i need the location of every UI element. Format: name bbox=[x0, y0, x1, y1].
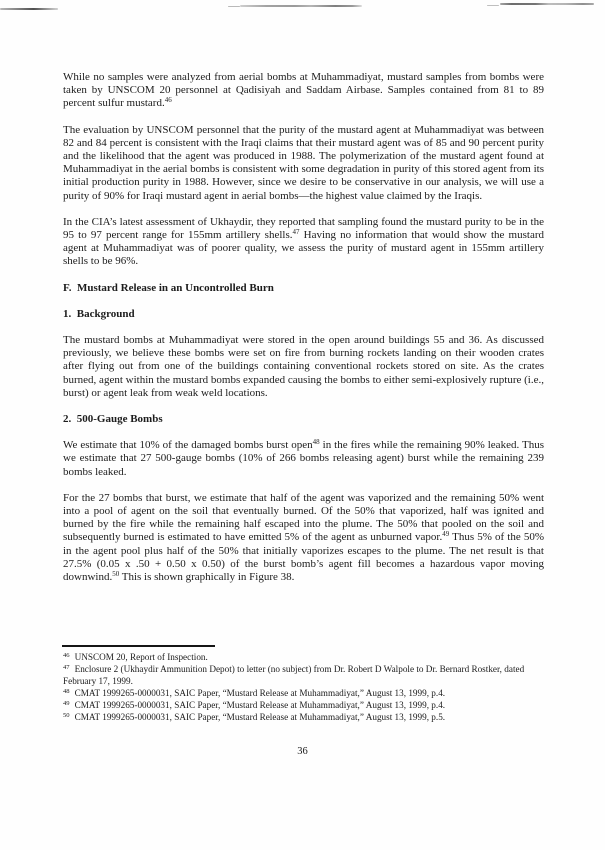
footnote-46 bbox=[63, 651, 544, 663]
paragraph-vapor-calculation: For the 27 bombs that burst, we estimate that half of the agent was vaporized and the remaining 50% went into a pool of agent on the soil that eventually burned. Of the 50% that vaporized, half was ignited and burned by the fire while the remaining half escaped into the plume. The 50% that pooled on the soil and subsequently burned is estimated to have emitted 5% of the agent as unburned vapor.$^{49}$ Thus 5% of the 50% in the agent pool plus half of the 50% that initially vaporizes escapes to the plume. The net result is that 27.5% (0.05 x .50 + 0.50 x 0.50) of the burst bomb’s agent fill becomes a hazardous vapor moving downwind.$^{50}$ This is shown graphically in Figure 38. bbox=[63, 491, 545, 584]
footnote-48 bbox=[63, 687, 544, 699]
body-text-block bbox=[63, 71, 544, 597]
scan-artifact-top-right bbox=[500, 3, 594, 5]
footnote-separator bbox=[62, 645, 215, 647]
footnote-50-marker: 50 bbox=[63, 712, 70, 720]
footnote-49 bbox=[63, 699, 544, 711]
footnotes-block bbox=[63, 651, 544, 724]
footnote-47 bbox=[63, 663, 544, 687]
footnote-47-text: Enclosure 2 (Ukhaydir Ammunition Depot) to letter (no subject) from Dr. Robert D Walpole to Dr. Bernard Rostker, dated February 17, 1999. bbox=[63, 664, 525, 687]
paragraph-burst-estimate: We estimate that 10% of the damaged bombs burst open$^{48}$ in the fires while the remaining 90% leaked. Thus we estimate that 27 500-gauge bombs (10% of 266 bombs releasing agent) burst while the remaining 239 bombs leaked. bbox=[63, 438, 544, 478]
section-heading-mustard-release: F. Mustard Release in an Uncontrolled Burn bbox=[63, 281, 274, 294]
scan-artifact-top-middle-dots bbox=[228, 6, 240, 7]
footnote-48-text: CMAT 1999265-0000031, SAIC Paper, “Mustard Release at Muhammadiyat,” August 13, 1999, p.4. bbox=[74, 688, 446, 699]
footnote-48-marker: 48 bbox=[63, 688, 70, 696]
paragraph-cia-assessment: In the CIA’s latest assessment of Ukhaydir, they reported that sampling found the mustard purity to be in the 95 to 97 percent range for 155mm artillery shells.$^{47}$ Having no information that would show the mustard agent at Muhammadiyat was of poorer quality, we assess the purity of mustard agent in 155mm artillery shells to be 96%. bbox=[63, 215, 544, 268]
paragraph-sampling: While no samples were analyzed from aerial bombs at Muhammadiyat, mustard samples from bombs were taken by UNSCOM 20 personnel at Qadisiyah and Saddam Airbase. Samples contained from 81 to 89 percent sulfur mustard.$^{46}$ bbox=[63, 71, 544, 110]
scan-artifact-top-middle bbox=[240, 5, 362, 7]
subsection-heading-background: 1. Background bbox=[63, 307, 135, 320]
footnote-50 bbox=[63, 711, 544, 723]
footnote-47-marker: 47 bbox=[63, 664, 70, 672]
footnote-49-marker: 49 bbox=[63, 700, 70, 708]
footnote-46-text: UNSCOM 20, Report of Inspection. bbox=[74, 652, 208, 662]
paragraph-purity-evaluation: The evaluation by UNSCOM personnel that the purity of the mustard agent at Muhammadiyat was between 82 and 84 percent is consistent with the Iraqi claims that their mustard agent was of 85 and 90 percent purity and the likelihood that the agent was produced in 1988. The polymerization of the mustard agent found at Muhammadiyat in the aerial bombs is consistent with some degradation in purity of this stored agent from its initial production purity in 1988. However, since we desire to be conservative in our analysis, we will use a purity of 90% for Iraqi mustard agent in aerial bombs—the highest value claimed by the Iraqis. bbox=[63, 123, 544, 202]
footnote-46-marker: 46 bbox=[63, 652, 70, 659]
footnote-49-text: CMAT 1999265-0000031, SAIC Paper, “Mustard Release at Muhammadiyat,” August 13, 1999, p.4. bbox=[74, 700, 446, 711]
scan-artifact-top-right-dots bbox=[487, 5, 499, 6]
scan-artifact-top-left bbox=[0, 8, 58, 10]
footnote-50-text: CMAT 1999265-0000031, SAIC Paper, “Mustard Release at Muhammadiyat,” August 13, 1999, p.5. bbox=[74, 712, 446, 723]
subsection-heading-500-gauge-bombs: 2. 500-Gauge Bombs bbox=[63, 413, 163, 426]
paragraph-background: The mustard bombs at Muhammadiyat were stored in the open around buildings 55 and 36. As discussed previously, we believe these bombs were set on fire from burning rockets landing on their wooden crates after flying out from one of the buildings containing conventional rockets stored on site. As the crates burned, agent within the mustard bombs expanded causing the bombs to either semi-explosively rupture (i.e., burst) or agent leak from weak weld locations. bbox=[63, 334, 544, 399]
page-number: 36 bbox=[297, 746, 308, 757]
